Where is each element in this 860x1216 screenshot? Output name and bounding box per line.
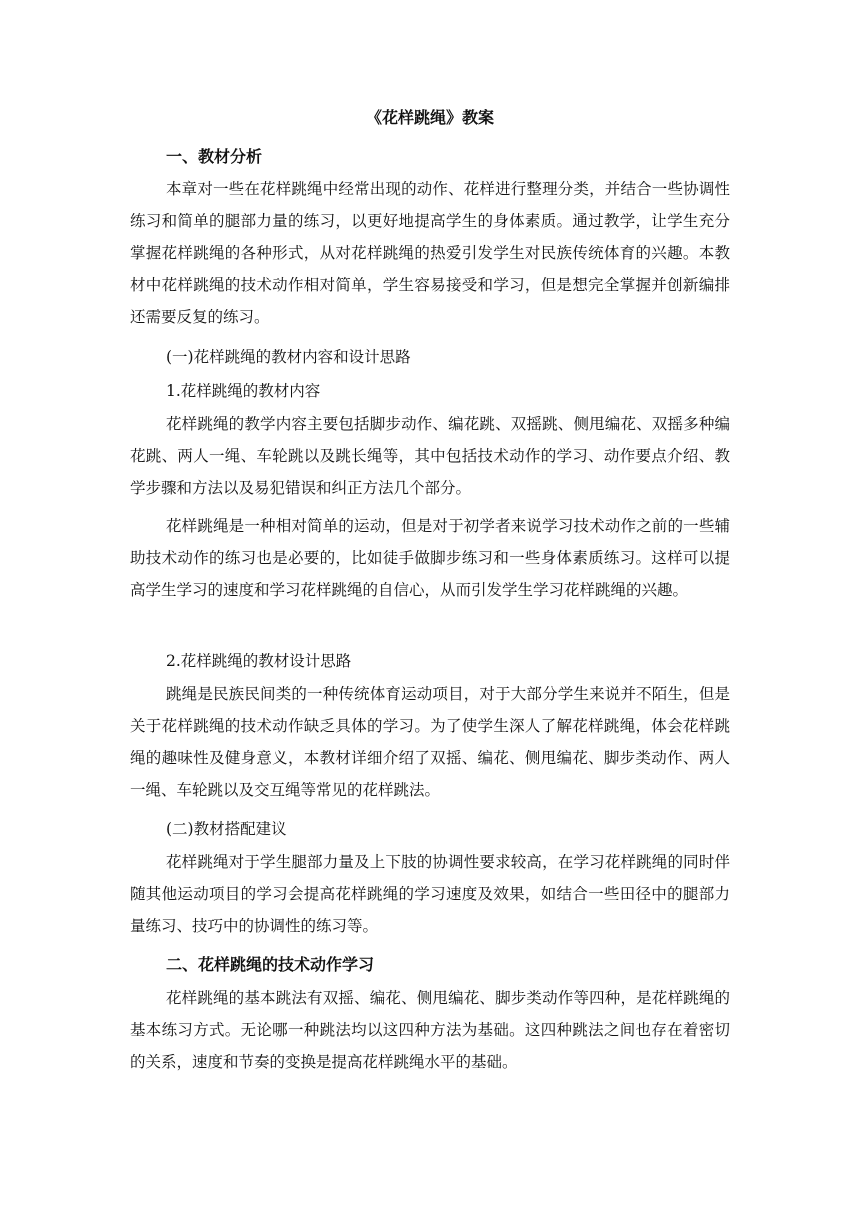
item-1-heading: 1.花样跳绳的教材内容	[166, 382, 321, 400]
part-2-paragraph-1: 花样跳绳对于学生腿部力量及上下肢的协调性要求较高，在学习花样跳绳的同时伴随其他运动项目的学习会提高花样跳绳的学习速度及效果，如结合一些田径中的腿部力量练习、技巧中的协调性的练习等。	[130, 853, 730, 935]
part-1-heading: (一)花样跳绳的教材内容和设计思路	[166, 348, 411, 366]
item-1-paragraph-2: 花样跳绳是一种相对简单的运动，但是对于初学者来说学习技术动作之前的一些辅助技术动作的练习也是必要的，比如徒手做脚步练习和一些身体素质练习。这样可以提高学生学习的速度和学习花样跳绳的自信心，从而引发学生学习花样跳绳的兴趣。	[130, 517, 730, 599]
section-1-heading: 一、教材分析	[166, 147, 263, 166]
item-2-paragraph-1: 跳绳是民族民间类的一种传统体育运动项目，对于大部分学生来说并不陌生，但是关于花样跳绳的技术动作缺乏具体的学习。为了使学生深人了解花样跳绳，体会花样跳绳的趣味性及健身意义，本教材详细介绍了双摇、编花、侧甩编花、脚步类动作、两人一绳、车轮跳以及交互绳等常见的花样跳法。	[130, 685, 730, 799]
item-1-paragraph-1: 花样跳绳的教学内容主要包括脚步动作、编花跳、双摇跳、侧甩编花、双摇多种编花跳、两人一绳、车轮跳以及跳长绳等，其中包括技术动作的学习、动作要点介绍、教学步骤和方法以及易犯错误和纠正方法几个部分。	[130, 415, 730, 497]
section-1-intro-paragraph: 本章对一些在花样跳绳中经常出现的动作、花样进行整理分类，并结合一些协调性练习和简单的腿部力量的练习，以更好地提高学生的身体素质。通过教学，让学生充分掌握花样跳绳的各种形式，从对花样跳绳的热爱引发学生对民族传统体育的兴趣。本教材中花样跳绳的技术动作相对简单，学生容易接受和学习，但是想完全掌握并创新编排还需要反复的练习。	[130, 180, 730, 326]
section-2-heading: 二、花样跳绳的技术动作学习	[166, 955, 375, 974]
document-title: 《花样跳绳》教案	[365, 108, 494, 127]
section-2-paragraph-1: 花样跳绳的基本跳法有双摇、编花、侧甩编花、脚步类动作等四种，是花样跳绳的基本练习方式。无论哪一种跳法均以这四种方法为基础。这四种跳法之间也存在着密切的关系，速度和节奏的变换是提高花样跳绳水平的基础。	[130, 989, 730, 1071]
item-2-heading: 2.花样跳绳的教材设计思路	[166, 652, 352, 670]
part-2-heading: (二)教材搭配建议	[166, 820, 287, 838]
